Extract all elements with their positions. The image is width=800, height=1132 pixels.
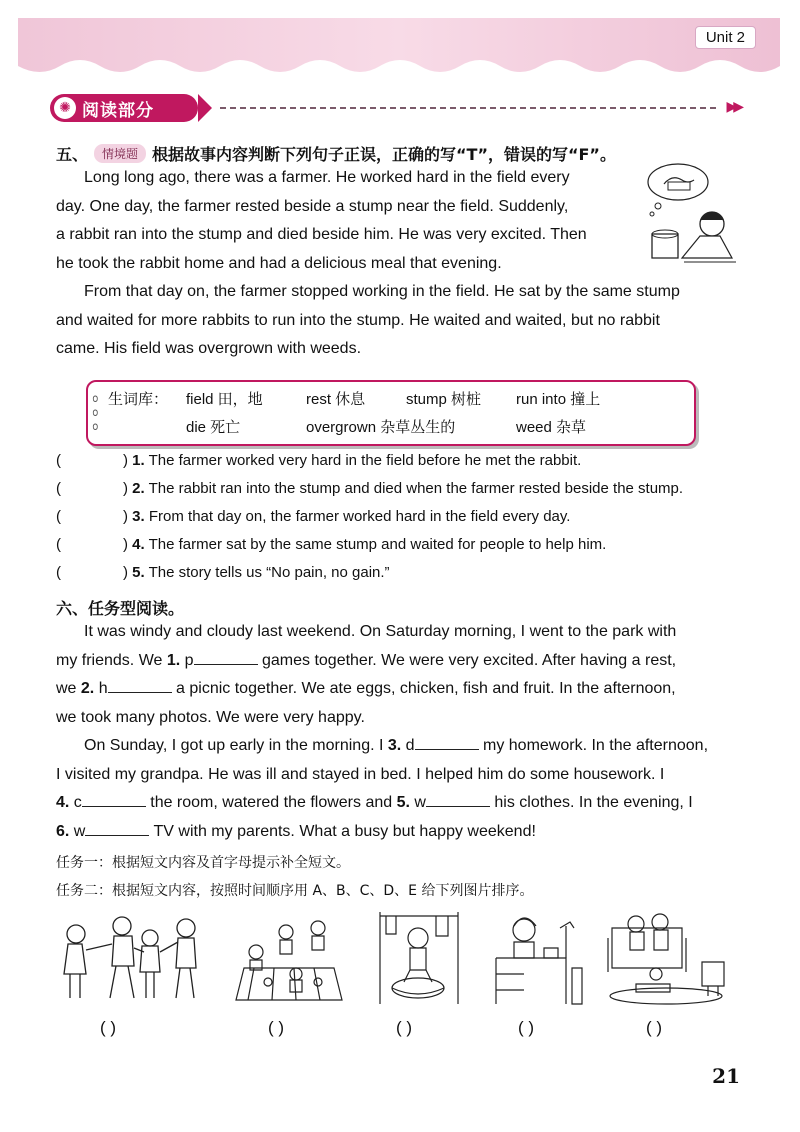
story-line: From that day on, the farmer stopped working in the field. He sat by the same stump xyxy=(84,283,680,300)
task-one: 任务一：根据短文内容及首字母提示补全短文。 xyxy=(56,855,350,871)
page-number: 21 xyxy=(712,1064,740,1088)
answer-paren-open[interactable]: ( xyxy=(56,508,61,525)
answer-paren-3[interactable]: ( ) xyxy=(396,1018,413,1037)
story-line: a rabbit ran into the stump and died beside him. He was very excited. Then xyxy=(56,226,587,243)
answer-paren-open[interactable]: ( xyxy=(56,452,61,469)
passage-line: It was windy and cloudy last weekend. On Saturday morning, I went to the park with xyxy=(84,623,677,640)
story-line: Long long ago, there was a farmer. He worked hard in the field every xyxy=(84,169,570,186)
fill-blank-3[interactable] xyxy=(415,735,479,750)
tf-question: ( ) 3. From that day on, the farmer worked hard in the field every day. xyxy=(56,508,571,525)
ring-binding-icon: ൦ ൦ ൦ xyxy=(92,392,98,433)
story-text xyxy=(56,164,736,364)
q5-number: 五、 xyxy=(56,145,89,164)
watching-tv-picture xyxy=(606,908,726,1008)
tf-question: ( ) 4. The farmer sat by the same stump and waited for people to help him. xyxy=(56,536,607,553)
q5-instruction: 根据故事内容判断下列句子正误，正确的写“T”，错误的写“F”。 xyxy=(152,145,616,164)
answer-paren-4[interactable]: ( ) xyxy=(518,1018,535,1037)
vocab-item: overgrown 杂草丛生的 xyxy=(306,419,456,436)
tf-question: ( ) 2. The rabbit ran into the stump and died when the farmer rested beside the stump. xyxy=(56,480,684,497)
picnic-picture xyxy=(234,908,344,1008)
fill-blank-5[interactable] xyxy=(426,792,490,807)
passage-line: On Sunday, I got up early in the morning. I 3. d my homework. In the afternoon, xyxy=(84,737,709,754)
tf-question: ( ) 5. The story tells us “No pain, no gain.” xyxy=(56,564,390,581)
section-header xyxy=(50,94,740,122)
double-arrow-icon: ▶▶ xyxy=(726,99,740,115)
dashed-divider xyxy=(220,107,716,109)
scenario-tag: 情境题 xyxy=(94,144,146,163)
q6-title: 六、任务型阅读。 xyxy=(56,599,185,618)
vocab-item: rest 休息 xyxy=(306,391,366,408)
vocab-label: 生词库： xyxy=(108,391,169,408)
fill-blank-1[interactable] xyxy=(194,650,258,665)
section-title: 阅读部分 xyxy=(82,100,154,121)
vocab-item: weed 杂草 xyxy=(516,419,587,436)
kids-playing-picture xyxy=(56,908,206,1008)
tf-question: ( ) 1. The farmer worked very hard in the field before he met the rabbit. xyxy=(56,452,582,469)
q6-passage xyxy=(56,618,736,846)
vocabulary-box xyxy=(86,380,696,446)
section-pill xyxy=(50,94,198,122)
fill-blank-4[interactable] xyxy=(82,792,146,807)
story-line: came. His field was overgrown with weeds. xyxy=(56,340,362,357)
answer-paren-5[interactable]: ( ) xyxy=(646,1018,663,1037)
fill-blank-6[interactable] xyxy=(85,821,149,836)
fill-blank-2[interactable] xyxy=(108,678,172,693)
passage-line: we took many photos. We were very happy. xyxy=(56,708,365,726)
pill-arrow xyxy=(198,94,212,122)
top-banner xyxy=(18,18,780,80)
passage-line: 4. c the room, watered the flowers and 5. w his clothes. In the evening, I xyxy=(56,794,693,811)
unit-label: Unit 2 xyxy=(695,26,756,49)
answer-paren-1[interactable]: ( ) xyxy=(100,1018,117,1037)
vocab-item: field 田，地 xyxy=(186,391,263,408)
passage-line: we 2. h a picnic together. We ate eggs, chicken, fish and fruit. In the afternoon, xyxy=(56,680,676,697)
homework-picture xyxy=(494,908,584,1008)
picture-row xyxy=(56,908,736,1008)
story-line: day. One day, the farmer rested beside a stump near the field. Suddenly, xyxy=(56,197,569,215)
lightbulb-icon: ✺ xyxy=(54,97,76,119)
story-line: and waited for more rabbits to run into the stump. He waited and waited, but no rabbit xyxy=(56,311,660,329)
story-line: he took the rabbit home and had a delicious meal that evening. xyxy=(56,254,502,272)
passage-line: I visited my grandpa. He was ill and stayed in bed. I helped him do some housework. I xyxy=(56,765,665,783)
answer-paren-2[interactable]: ( ) xyxy=(268,1018,285,1037)
task-two: 任务二：根据短文内容，按照时间顺序用 A、B、C、D、E 给下列图片排序。 xyxy=(56,883,534,899)
answer-paren-open[interactable]: ( xyxy=(56,480,61,497)
answer-paren-open[interactable]: ( xyxy=(56,536,61,553)
vocab-item: stump 树桩 xyxy=(406,391,482,408)
vocab-item: run into 撞上 xyxy=(516,391,601,408)
washing-clothes-picture xyxy=(374,908,464,1008)
passage-line: my friends. We 1. p games together. We were very excited. After having a rest, xyxy=(56,651,677,669)
q5-title xyxy=(56,142,616,165)
answer-paren-open[interactable]: ( xyxy=(56,564,61,581)
vocab-item: die 死亡 xyxy=(186,419,241,436)
passage-line: 6. w TV with my parents. What a busy but happy weekend! xyxy=(56,822,536,840)
